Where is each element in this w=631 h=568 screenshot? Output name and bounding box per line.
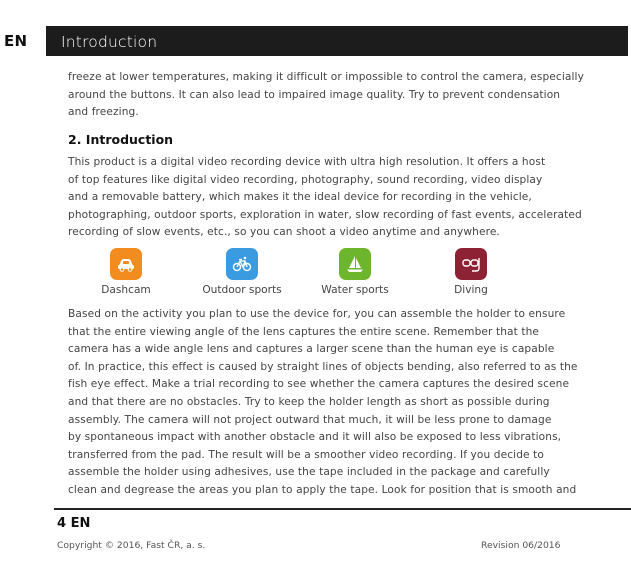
page-title: Introduction	[61, 33, 158, 51]
activity-icons-row	[0, 248, 631, 298]
bicycle-icon	[226, 248, 258, 280]
text-line: This product is a digital video recording device with ultra high resolution. It offers a host	[68, 156, 546, 168]
text-line: freeze at lower temperatures, making it difficult or impossible to control the camera, especially	[68, 71, 584, 83]
text-line: Based on the activity you plan to use the device for, you can assemble the holder to ensure	[68, 308, 566, 320]
text-line: that the entire viewing angle of the lens captures the entire scene. Remember that the	[68, 325, 540, 338]
revision-text: Revision 06/2016	[481, 540, 561, 551]
page-number: 4 EN	[57, 516, 91, 531]
activity-label: Outdoor sports	[202, 284, 282, 296]
car-icon	[110, 248, 142, 280]
activity-water-sports	[318, 248, 392, 296]
language-label: EN	[4, 32, 28, 50]
text-line: and freezing.	[68, 106, 139, 119]
text-line: photographing, outdoor sports, exploration in water, slow recording of fast events, accelerated	[68, 208, 582, 221]
section-heading: 2. Introduction	[68, 132, 174, 147]
activity-outdoor-sports	[199, 248, 285, 296]
text-line: of. In practice, this effect is caused by straight lines of objects bending, also referred to as the	[68, 360, 578, 373]
diving-mask-icon	[455, 248, 487, 280]
activity-label: Water sports	[321, 284, 389, 296]
text-line: fish eye effect. Make a trial recording to see whether the camera captures the desired scene	[68, 378, 570, 391]
copyright-text: Copyright © 2016, Fast ČR, a. s.	[57, 540, 206, 551]
paragraph-condensation	[68, 69, 588, 122]
activity-label: Diving	[454, 284, 488, 296]
text-line: assemble the holder using adhesives, use the tape included in the package and carefully	[68, 466, 550, 479]
paragraph-holder-assembly	[68, 306, 588, 500]
footer-divider	[54, 508, 631, 510]
text-line: of top features like digital video recording, photography, sound recording, video display	[68, 173, 543, 186]
activity-dashcam	[94, 248, 158, 296]
text-line: camera has a wide angle lens and captures a larger scene than the human eye is capable	[68, 343, 555, 356]
activity-diving	[444, 248, 498, 296]
text-line: and that there are no obstacles. Try to keep the holder length as short as possible during	[68, 395, 550, 408]
text-line: recording of slow events, etc., so you can shoot a video anytime and anywhere.	[68, 226, 500, 239]
text-line: transferred from the pad. The result will be a smoother video recording. If you decide to	[68, 448, 544, 461]
language-tab	[0, 26, 46, 56]
sailboat-icon	[339, 248, 371, 280]
text-line: around the buttons. It can also lead to impaired image quality. Try to prevent condensation	[68, 88, 561, 101]
text-line: and a removable battery, which makes it the ideal device for recording in the vehicle,	[68, 191, 532, 204]
text-line: assembly. The camera will not project outward that much, it will be less prone to damage	[68, 413, 552, 426]
paragraph-product-intro	[68, 154, 588, 242]
activity-label: Dashcam	[101, 284, 151, 296]
text-line: by spontaneous impact with another obstacle and it will also be exposed to less vibrations,	[68, 431, 562, 444]
text-line: clean and degrease the areas you plan to apply the tape. Look for position that is smooth and	[68, 483, 577, 496]
